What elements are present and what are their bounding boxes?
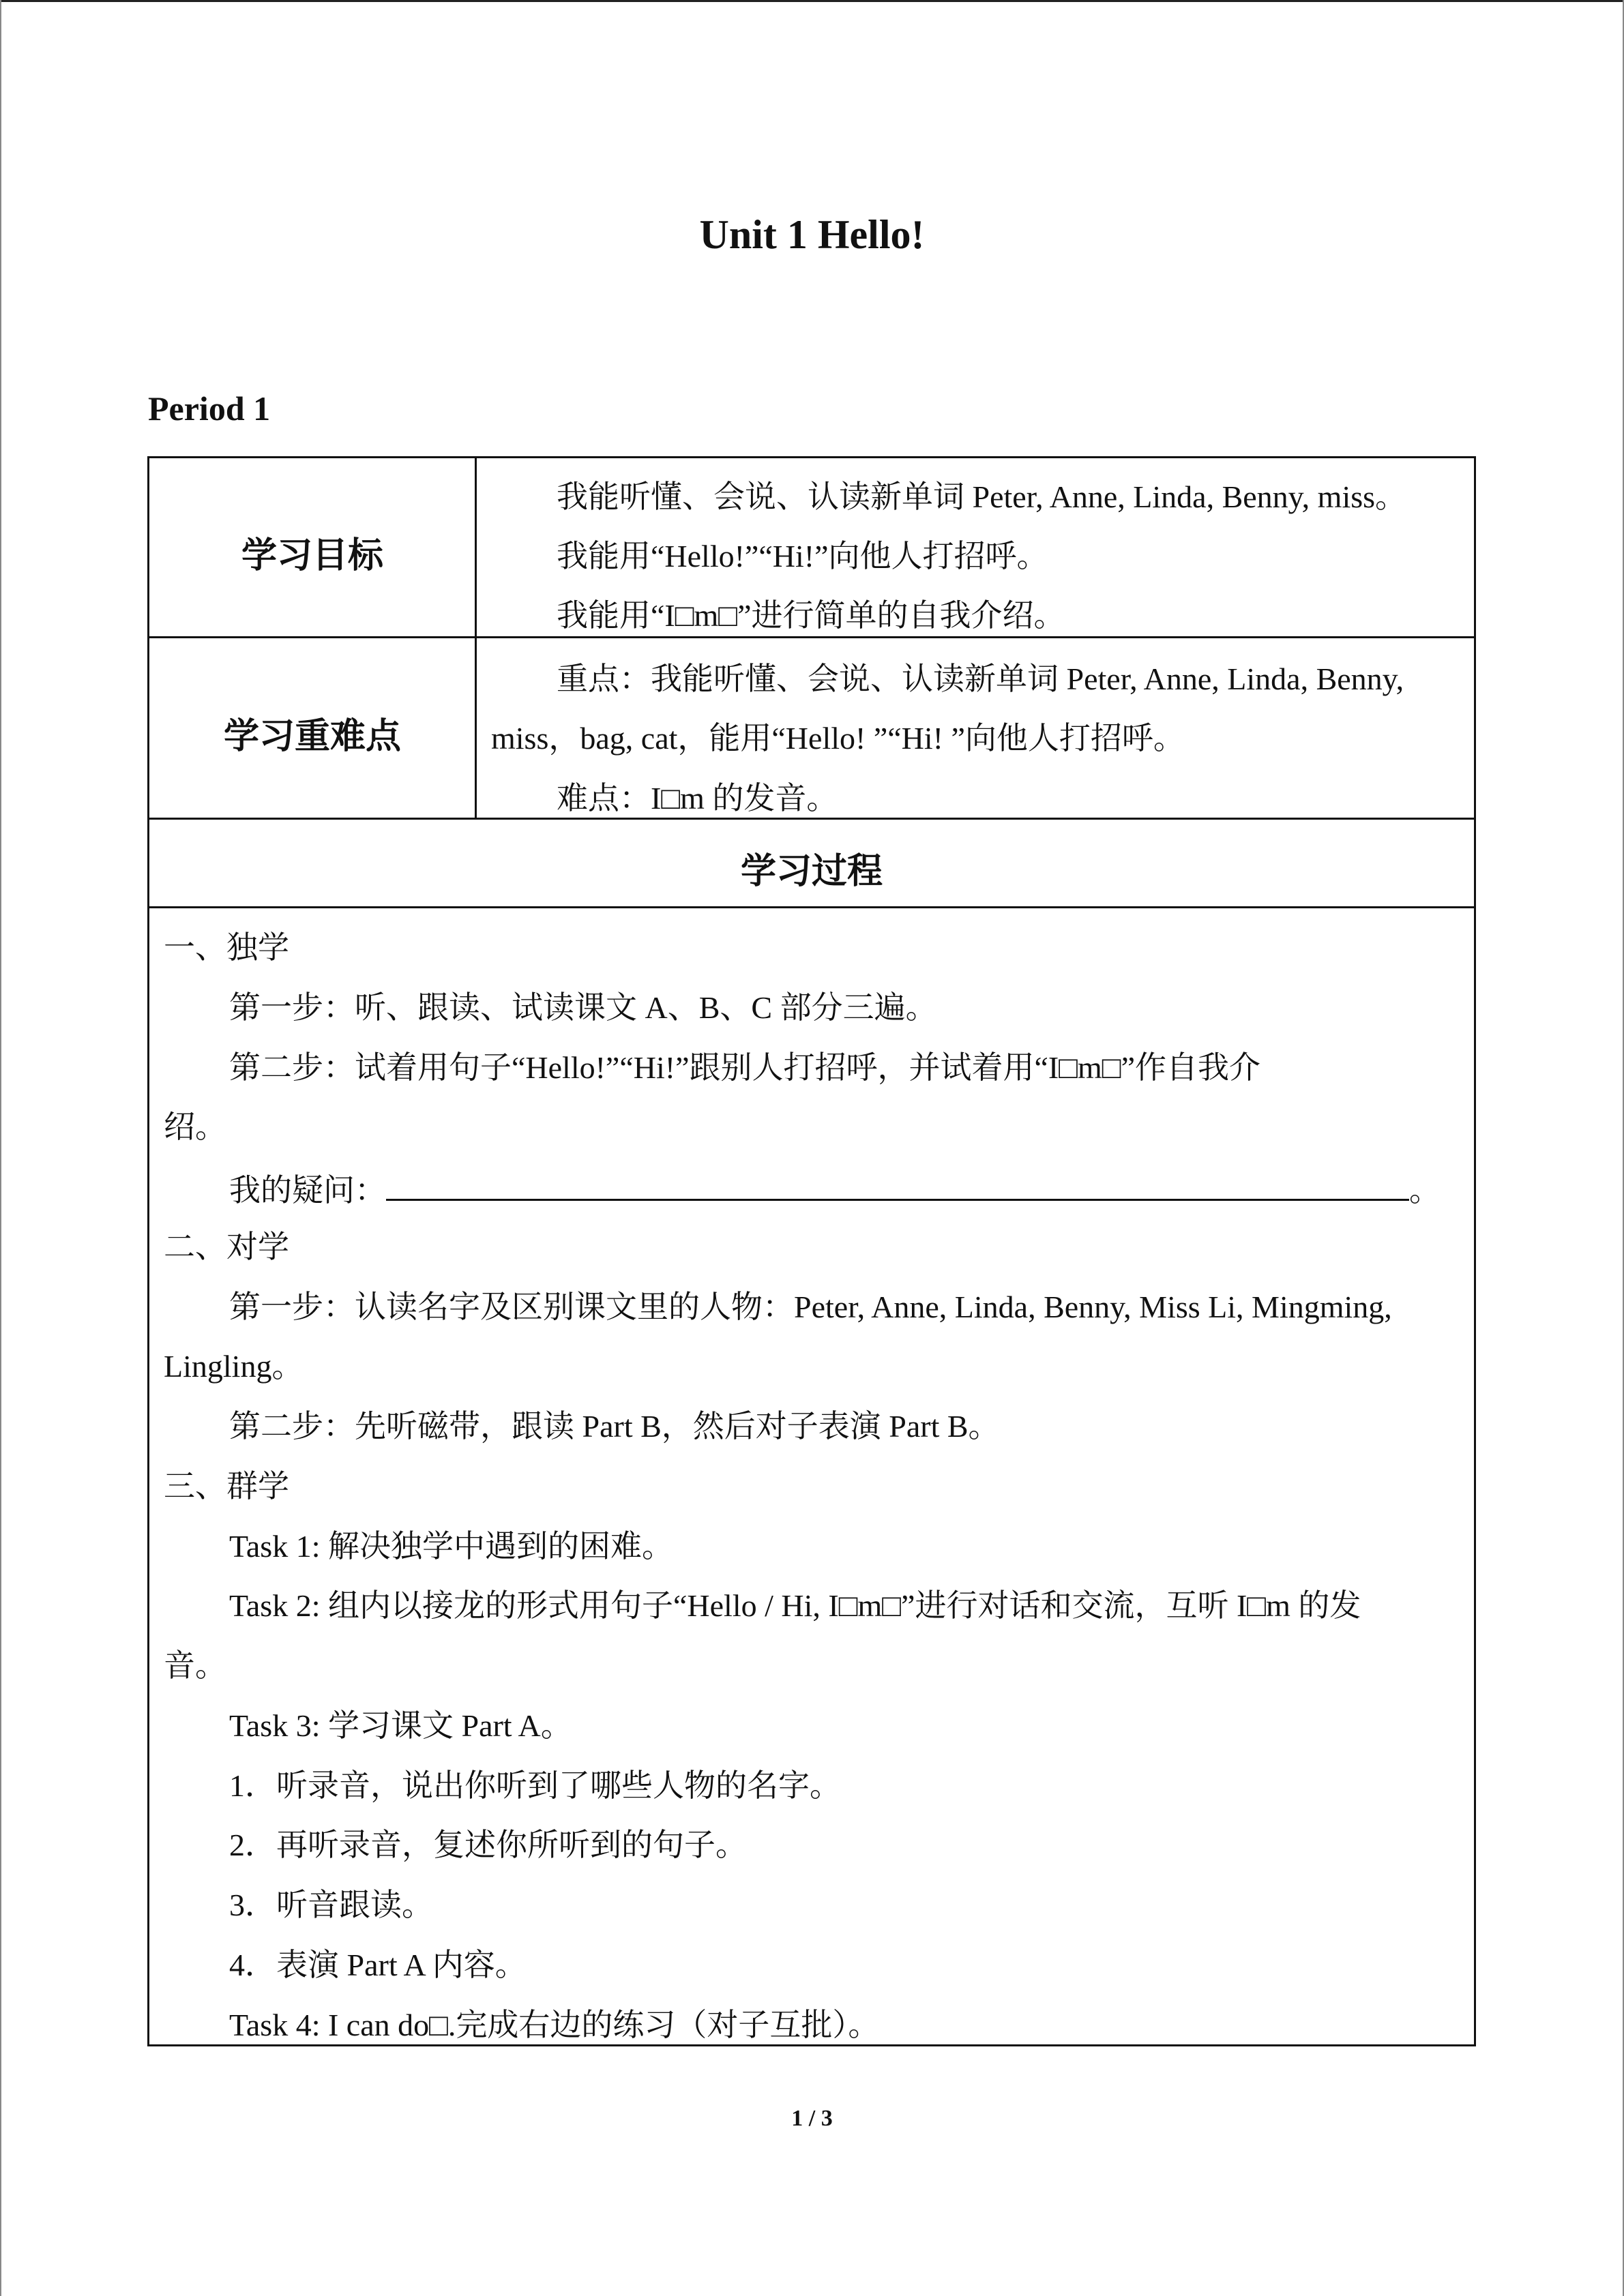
column-divider: [475, 456, 477, 819]
page-left-border: [0, 0, 1, 2296]
process-line: 三、群学: [164, 1469, 289, 1504]
process-line: 二、对学: [164, 1229, 289, 1264]
focus-line: 难点：I□m 的发音。: [557, 781, 838, 816]
process-line: 1．听录音，说出你听到了哪些人物的名字。: [229, 1768, 841, 1803]
process-line: Task 4: I can do□.完成右边的练习（对子互批）。: [229, 2008, 880, 2042]
goals-label: 学习目标: [241, 535, 383, 576]
process-line: 第二步：先听磁带，跟读 Part B，然后对子表演 Part B。: [229, 1409, 1000, 1444]
process-line: 第一步：听、跟读、试读课文 A、B、C 部分三遍。: [229, 990, 937, 1025]
question-label: 我的疑问：: [229, 1173, 386, 1208]
process-line: 绍。: [164, 1109, 226, 1144]
process-line: Task 3: 学习课文 Part A。: [229, 1708, 572, 1743]
page-number: 1 / 3: [791, 2106, 833, 2131]
process-line: 2．再听录音，复述你所听到的句子。: [229, 1828, 747, 1862]
goals-line: 我能用“Hello!”“Hi!”向他人打招呼。: [557, 539, 1048, 573]
question-line: [229, 1172, 1441, 1206]
process-line: Task 1: 解决独学中遇到的困难。: [229, 1529, 673, 1564]
goals-line: 我能用“I□m□”进行简单的自我介绍。: [557, 598, 1065, 633]
focus-label: 学习重难点: [223, 716, 401, 757]
process-line: 第一步：认读名字及区别课文里的人物：Peter, Anne, Linda, Benny, Miss Li, Mingming,: [229, 1289, 1392, 1324]
page-title: Unit 1 Hello!: [699, 212, 925, 257]
process-line: 第二步：试着用句子“Hello!”“Hi!”跟别人打招呼，并试着用“I□m□”作自我介: [229, 1050, 1261, 1085]
row-divider-focus: [147, 818, 1476, 820]
goals-line: 我能听懂、会说、认读新单词 Peter, Anne, Linda, Benny, miss。: [557, 479, 1407, 514]
process-line: Lingling。: [164, 1349, 304, 1384]
question-end: 。: [1409, 1173, 1441, 1208]
focus-line: 重点：我能听懂、会说、认读新单词 Peter, Anne, Linda, Benny,: [557, 661, 1404, 696]
process-line: 3．听音跟读。: [229, 1888, 433, 1922]
page-top-border: [0, 0, 1624, 2]
focus-line: miss，bag, cat，能用“Hello! ”“Hi! ”向他人打招呼。: [491, 721, 1185, 756]
row-divider-goals: [147, 636, 1476, 638]
process-line: 音。: [164, 1648, 226, 1683]
question-blank[interactable]: [386, 1172, 1409, 1201]
process-heading: 学习过程: [740, 851, 883, 892]
row-divider-process-heading: [147, 906, 1476, 908]
process-line: Task 2: 组内以接龙的形式用句子“Hello / Hi, I□m□”进行对话和交流，互听 I□m 的发: [229, 1588, 1361, 1623]
period-heading: Period 1: [148, 389, 271, 428]
process-line: 4．表演 Part A 内容。: [229, 1948, 527, 1982]
process-line: 一、独学: [164, 930, 289, 965]
